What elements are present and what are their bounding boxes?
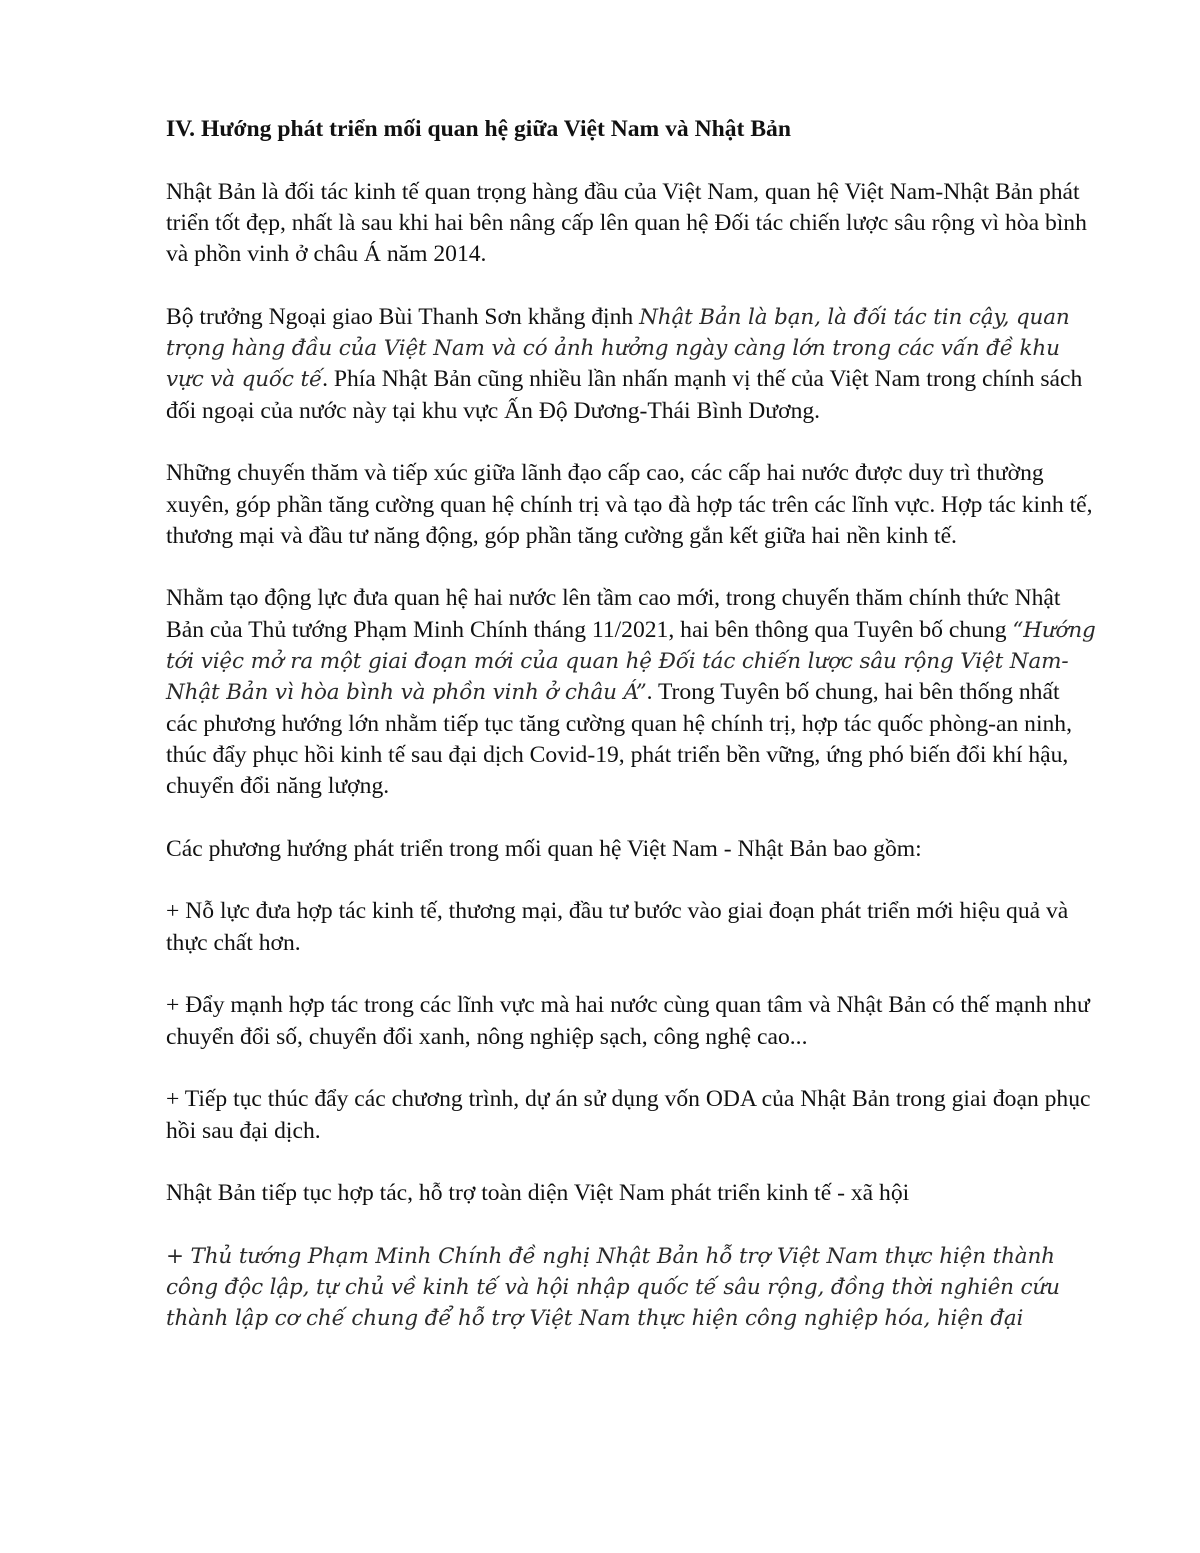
paragraph-text: . Phía Nhật Bản cũng nhiều lần nhấn mạnh vị thế của Việt Nam trong chính sách đối ngoại của nước này tại khu vực Ấn Độ Dương-Thái Bình Dương. [166,366,1083,424]
paragraph-text: . Trong Tuyên bố chung, hai bên thống nhất các phương hướng lớn nhằm tiếp tục tăng cường quan hệ chính trị, hợp tác quốc phòng-an ninh, thúc đẩy phục hồi kinh tế sau đại dịch Covid-19, phát triển bền vững, ứng phó biến đổi khí hậu, chuyển đổi năng lượng. [166,679,1072,800]
paragraph-intro: Nhật Bản là đối tác kinh tế quan trọng hàng đầu của Việt Nam, quan hệ Việt Nam-Nhật Bản phát triển tốt đẹp, nhất là sau khi hai bên nâng cấp lên quan hệ Đối tác chiến lược sâu rộng vì hòa bình và phồn vinh ở châu Á năm 2014. [166,178,1087,268]
document-body [166,114,1096,1335]
paragraph-visits: Những chuyến thăm và tiếp xúc giữa lãnh đạo cấp cao, các cấp hai nước được duy trì thường xuyên, góp phần tăng cường quan hệ chính trị và tạo đà hợp tác trên các lĩnh vực. Hợp tác kinh tế, thương mại và đầu tư năng động, góp phần tăng cường gắn kết giữa hai nền kinh tế. [166,460,1093,549]
list-item-cooperation: + Đẩy mạnh hợp tác trong các lĩnh vực mà hai nước cùng quan tâm và Nhật Bản có thế mạnh như chuyển đổi số, chuyển đổi xanh, nông nghiệp sạch, công nghệ cao... [166,992,1090,1050]
paragraph-minister-statement [166,302,1096,427]
list-item-prime-minister: + Thủ tướng Phạm Minh Chính đề nghị Nhật Bản hỗ trợ Việt Nam thực hiện thành công độc lập, tự chủ về kinh tế và hội nhập quốc tế sâu rộng, đồng thời nghiên cứu thành lập cơ chế chung để hỗ trợ Việt Nam thực hiện công nghiệp hóa, hiện đại [166,1243,1060,1332]
paragraph-joint-statement [166,583,1096,802]
list-item-economic: + Nỗ lực đưa hợp tác kinh tế, thương mại, đầu tư bước vào giai đoạn phát triển mới hiệu quả và thực chất hơn. [166,898,1069,956]
quote-text: “Hướng tới việc mở ra một giai đoạn mới của quan hệ Đối tác chiến lược sâu rộng Việt Nam-Nhật Bản vì hòa bình và phồn vinh ở châu Á” [166,617,1096,706]
paragraph-text: Bộ trưởng Ngoại giao Bùi Thanh Sơn khẳng định [166,303,640,330]
paragraph-support: Nhật Bản tiếp tục hợp tác, hỗ trợ toàn diện Việt Nam phát triển kinh tế - xã hội [166,1180,910,1207]
quote-text: Nhật Bản là bạn, là đối tác tin cậy, quan trọng hàng đầu của Việt Nam và có ảnh hưởng ngày càng lớn trong các vấn đề khu vực và quốc tế [166,304,1070,393]
list-item-oda: + Tiếp tục thúc đẩy các chương trình, dự án sử dụng vốn ODA của Nhật Bản trong giai đoạn phục hồi sau đại dịch. [166,1086,1091,1144]
paragraph-text: Nhằm tạo động lực đưa quan hệ hai nước lên tầm cao mới, trong chuyến thăm chính thức Nhật Bản của Thủ tướng Phạm Minh Chính tháng 11/2021, hai bên thông qua Tuyên bố chung [166,585,1061,643]
paragraph-directions-intro: Các phương hướng phát triển trong mối quan hệ Việt Nam - Nhật Bản bao gồm: [166,835,922,862]
section-heading: IV. Hướng phát triển mối quan hệ giữa Việt Nam và Nhật Bản [166,116,791,142]
